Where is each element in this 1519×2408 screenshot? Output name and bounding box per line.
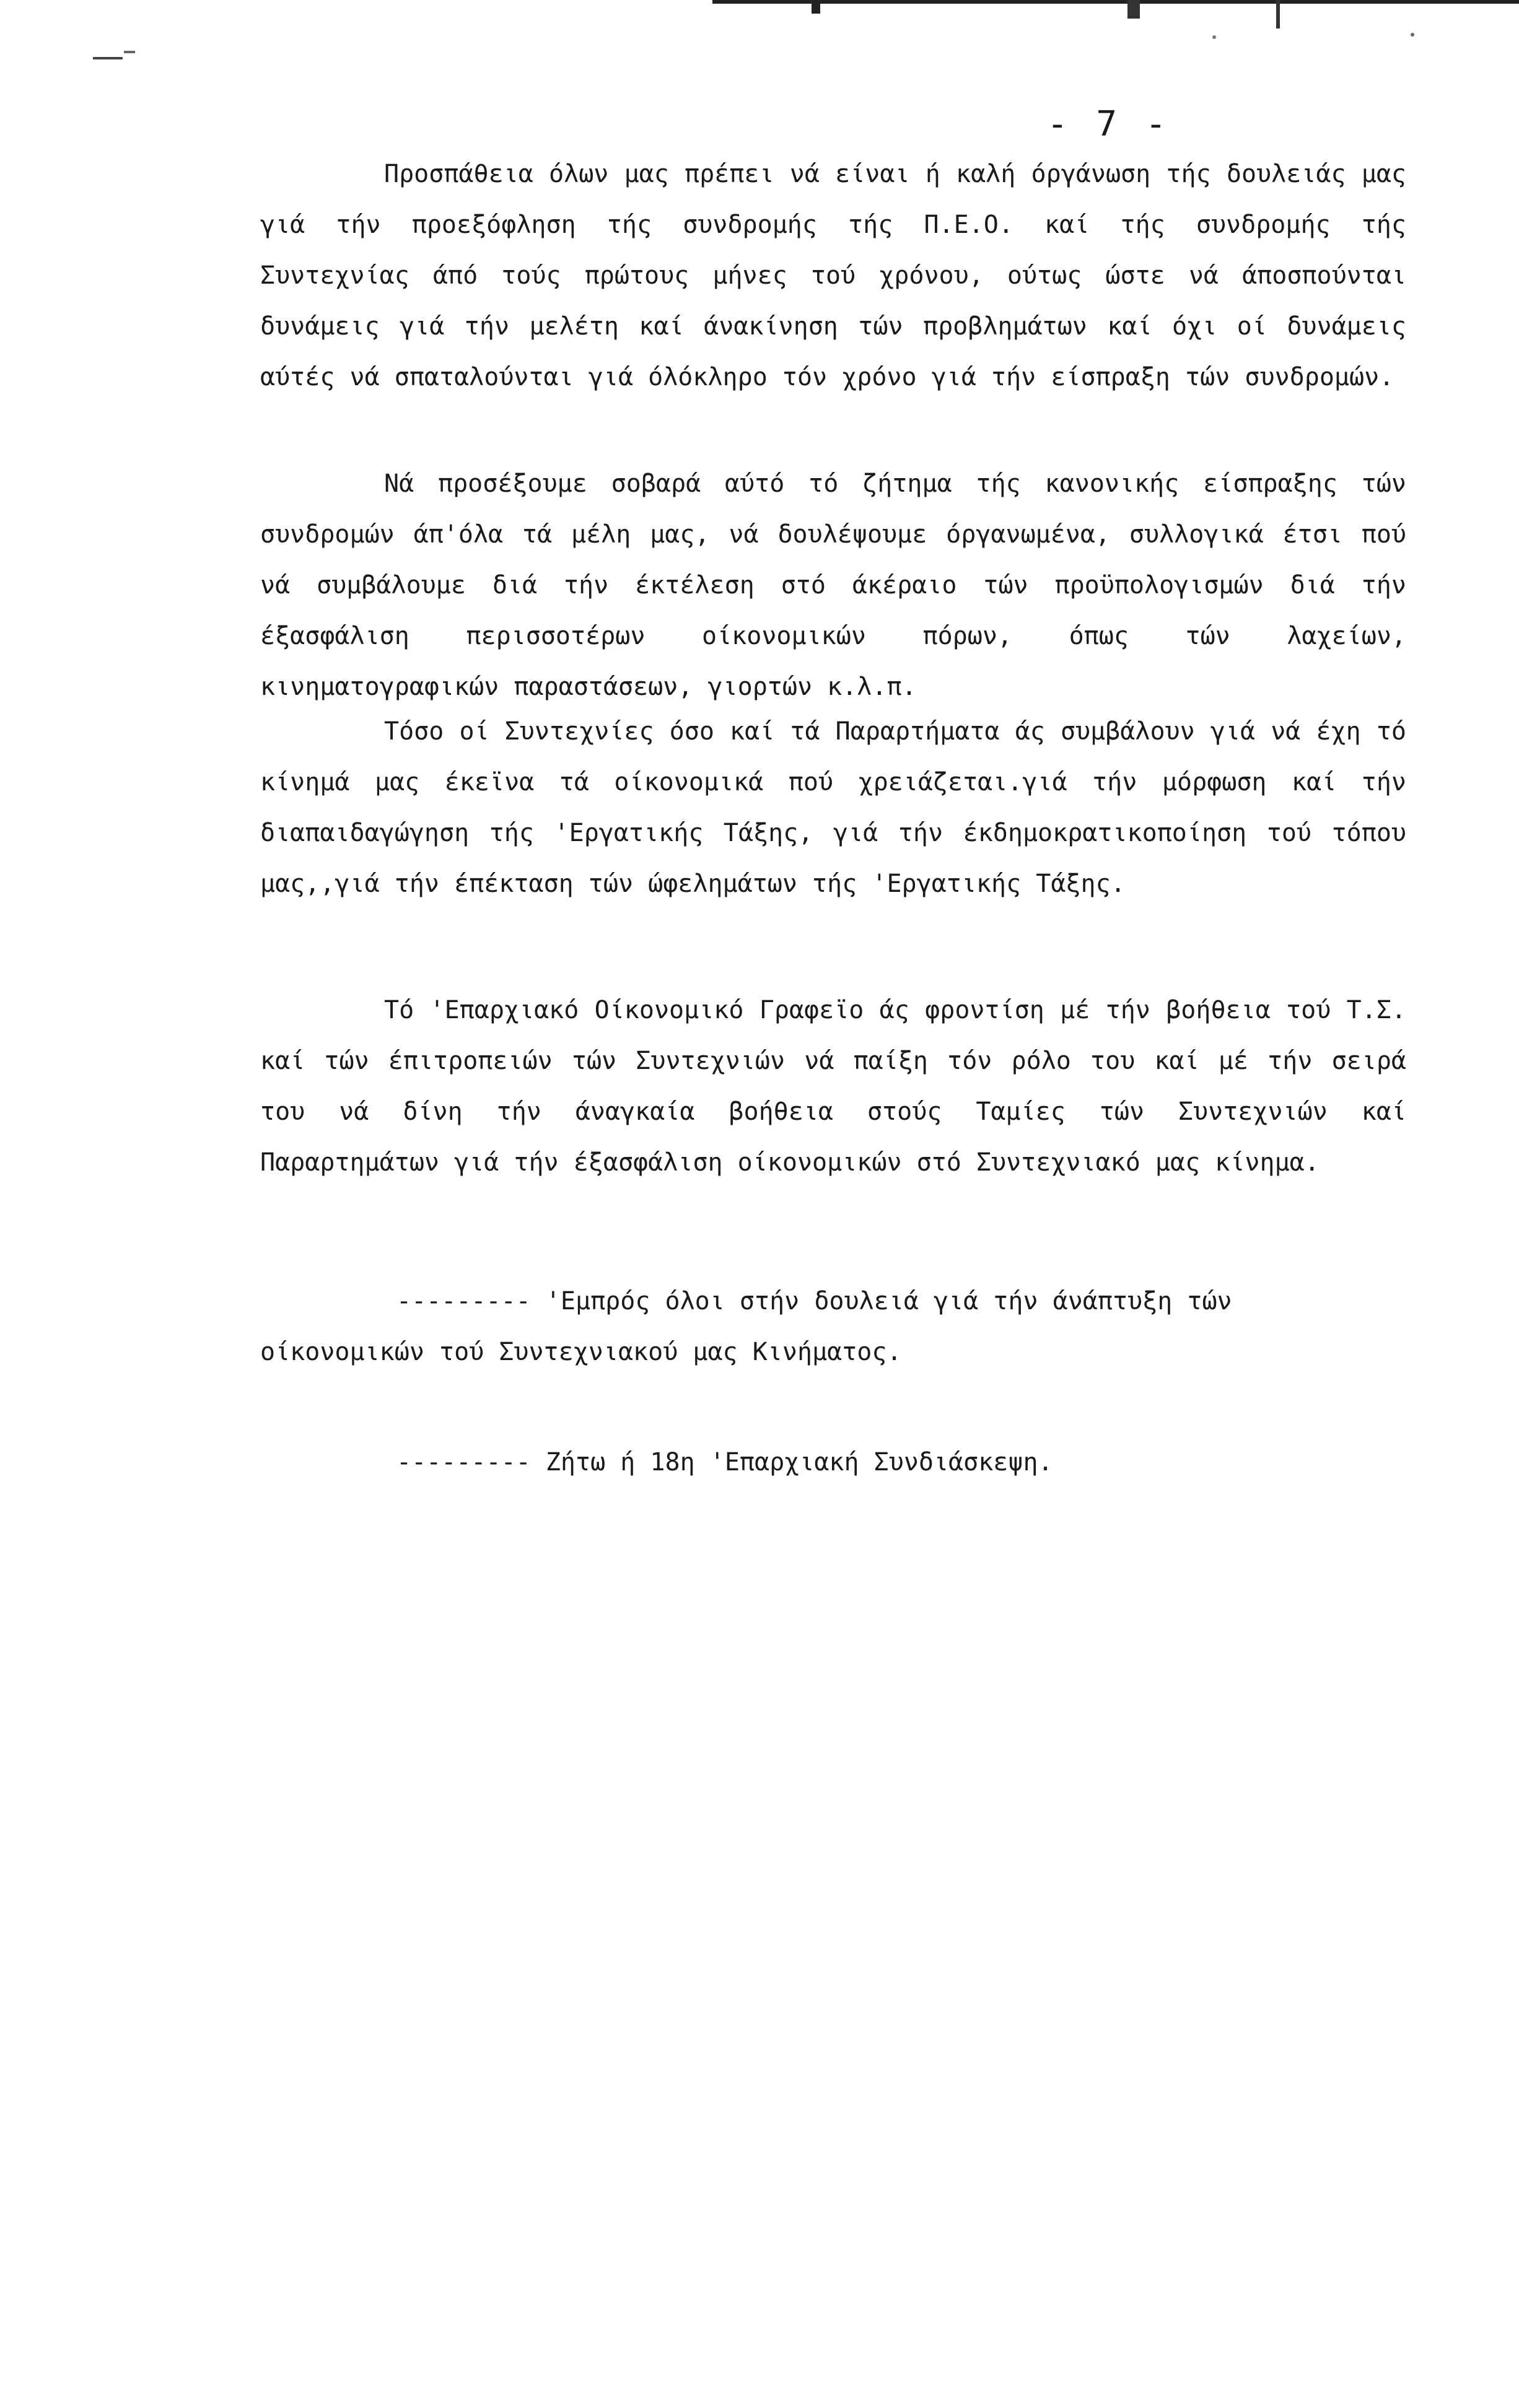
scan-edge-marks	[0, 0, 1519, 99]
paragraph-3: Τόσο οί Συντεχνίες όσο καί τά Παραρτήματα άς συμβάλουν γιά νά έχη τό κίνημά μας έκεϊνα τά οίκονομικά πού χρειάζεται.γιά τήν μόρφωση καί τήν διαπαιδαγώγηση τής 'Εργατικής Τάξης, γιά τήν έκδημοκρατικοποίηση τού τόπου μας,,γιά τήν έπέκταση τών ώφελημάτων τής 'Εργατικής Τάξης.	[260, 717, 1406, 898]
paragraph-4: Τό 'Επαρχιακό Οίκονομικό Γραφεϊο άς φροντίση μέ τήν βοήθεια τού Τ.Σ. καί τών έπιτροπειών τών Συντεχνιών νά παίξη τόν ρόλο του καί μέ τήν σειρά του νά δίνη τήν άναγκαία βοήθεια στούς Ταμίες τών Συντεχνιών καί Παραρτημάτων γιά τήν έξασφάλιση οίκονομικών στό Συντεχνιακό μας κίνημα.	[260, 996, 1406, 1177]
slogan-1	[260, 1276, 1406, 1377]
slogan-2-dashes: ---------	[396, 1448, 531, 1477]
slogan-1-text: 'Εμπρός όλοι στήν δουλειά γιά τήν άνάπτυξη τών οίκονομικών τού Συντεχνιακού μας Κινήματος.	[260, 1287, 1232, 1366]
paragraph-1: Προσπάθεια όλων μας πρέπει νά είναι ή καλή όργάνωση τής δουλειάς μας γιά τήν προεξόφληση τής συνδρομής τής Π.Ε.Ο. καί τής συνδρομής τής Συντεχνίας άπό τούς πρώτους μήνες τού χρόνου, ούτως ώστε νά άποσπούνται δυνάμεις γιά τήν μελέτη καί άνακίνηση τών προβλημάτων καί όχι οί δυνάμεις αύτές νά σπαταλούνται γιά όλόκληρο τόν χρόνο γιά τήν είσπραξη τών συνδρομών.	[260, 160, 1406, 391]
page-number: - 7 -	[1047, 104, 1170, 144]
slogan-2	[260, 1437, 1406, 1488]
paragraph-2: Νά προσέξουμε σοβαρά αύτό τό ζήτημα τής κανονικής είσπραξης τών συνδρομών άπ'όλα τά μέλη μας, νά δουλέψουμε όργανωμένα, συλλογικά έτσι πού νά συμβάλουμε διά τήν έκτέλεση στό άκέραιο τών προϋπολογισμών διά τήν έξασφάλιση περισσοτέρων οίκονομικών πόρων, όπως τών λαχείων, κινηματογραφικών παραστάσεων, γιορτών κ.λ.π.	[260, 469, 1406, 701]
slogan-1-dashes: ---------	[396, 1287, 531, 1315]
slogan-2-text: Ζήτω ή 18η 'Επαρχιακή Συνδιάσκεψη.	[545, 1448, 1053, 1477]
